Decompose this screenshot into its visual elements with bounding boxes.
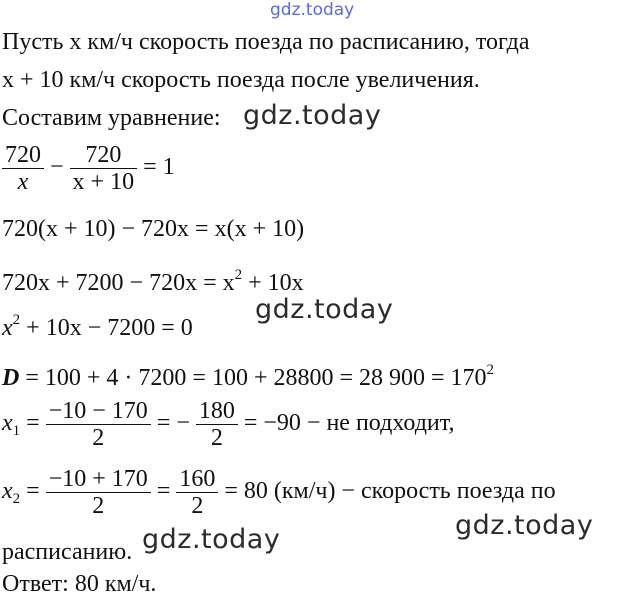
root-2-index: 2: [12, 491, 21, 508]
fraction-2: [70, 142, 138, 195]
line-quadratic: [2, 306, 193, 342]
fraction-1: [2, 142, 44, 195]
line-increased-speed: x + 10 км/ч скорость поезда после увеличения.: [2, 67, 480, 93]
line-compose-equation: Составим уравнение:: [2, 105, 221, 131]
root-1-fraction-b: [196, 398, 238, 451]
watermark-1: gdz.today: [243, 100, 382, 131]
root-2-fraction-b: [176, 466, 218, 519]
line-simplify: [2, 261, 304, 297]
root-2-fraction-b-denominator: 2: [191, 493, 204, 519]
simplify-left: 720x + 7200 − 720x = x: [2, 270, 235, 296]
line-root-1: [2, 398, 454, 451]
root-2-fraction-b-numerator: 160: [176, 466, 218, 493]
root-1-fraction-b-denominator: 2: [210, 425, 223, 451]
root-2-fraction-a-numerator: −10 + 170: [46, 466, 151, 493]
line-schedule: расписанию.: [2, 539, 133, 565]
root-2-x: x: [2, 478, 13, 505]
root-1-fraction-b-numerator: 180: [196, 398, 238, 425]
root-1-index: 1: [12, 423, 21, 440]
root-1-x: x: [2, 410, 13, 437]
root-2-result: = 80 (км/ч) − скорость поезда по: [218, 478, 556, 505]
fraction-1-numerator: 720: [2, 142, 44, 169]
line-expand: 720(x + 10) − 720x = x(x + 10): [2, 216, 305, 242]
watermark-2: gdz.today: [255, 294, 394, 325]
root-1-result: = −90 − не подходит,: [237, 410, 455, 437]
fraction-2-numerator: 720: [70, 142, 138, 169]
root-1-fraction-a-numerator: −10 − 170: [46, 398, 151, 425]
exponent: 2: [486, 362, 495, 378]
exponent: 2: [12, 312, 21, 328]
root-2-mid: =: [150, 478, 177, 505]
root-1-fraction-a: [46, 398, 151, 451]
discriminant-calc: = 100 + 4 · 7200 = 100 + 28800 = 28 900 = 170: [19, 365, 487, 391]
line-let-speed: Пусть x км/ч скорость поезда по расписанию, тогда: [2, 29, 530, 55]
quadratic-rest: + 10x − 7200 = 0: [20, 315, 193, 341]
discriminant-symbol: D: [2, 365, 20, 391]
minus-sign: −: [50, 154, 64, 181]
line-equation: [2, 142, 175, 195]
quadratic-x: x: [2, 315, 13, 341]
root-2-fraction-a-denominator: 2: [92, 493, 105, 519]
root-1-mid: = −: [150, 410, 190, 437]
line-discriminant: [2, 356, 494, 392]
equation-rhs: = 1: [143, 154, 175, 181]
root-1-fraction-a-denominator: 2: [92, 425, 105, 451]
watermark-4: gdz.today: [142, 524, 281, 555]
fraction-2-denominator: x + 10: [72, 169, 135, 195]
fraction-1-denominator: x: [17, 169, 29, 195]
watermark-top: gdz.today: [270, 0, 355, 20]
equals: =: [20, 478, 46, 505]
root-2-fraction-a: [46, 466, 151, 519]
line-answer: Ответ: 80 км/ч.: [2, 571, 157, 597]
exponent: 2: [234, 267, 243, 283]
simplify-right: + 10x: [242, 270, 304, 296]
equals: =: [20, 410, 46, 437]
watermark-3: gdz.today: [455, 510, 594, 541]
